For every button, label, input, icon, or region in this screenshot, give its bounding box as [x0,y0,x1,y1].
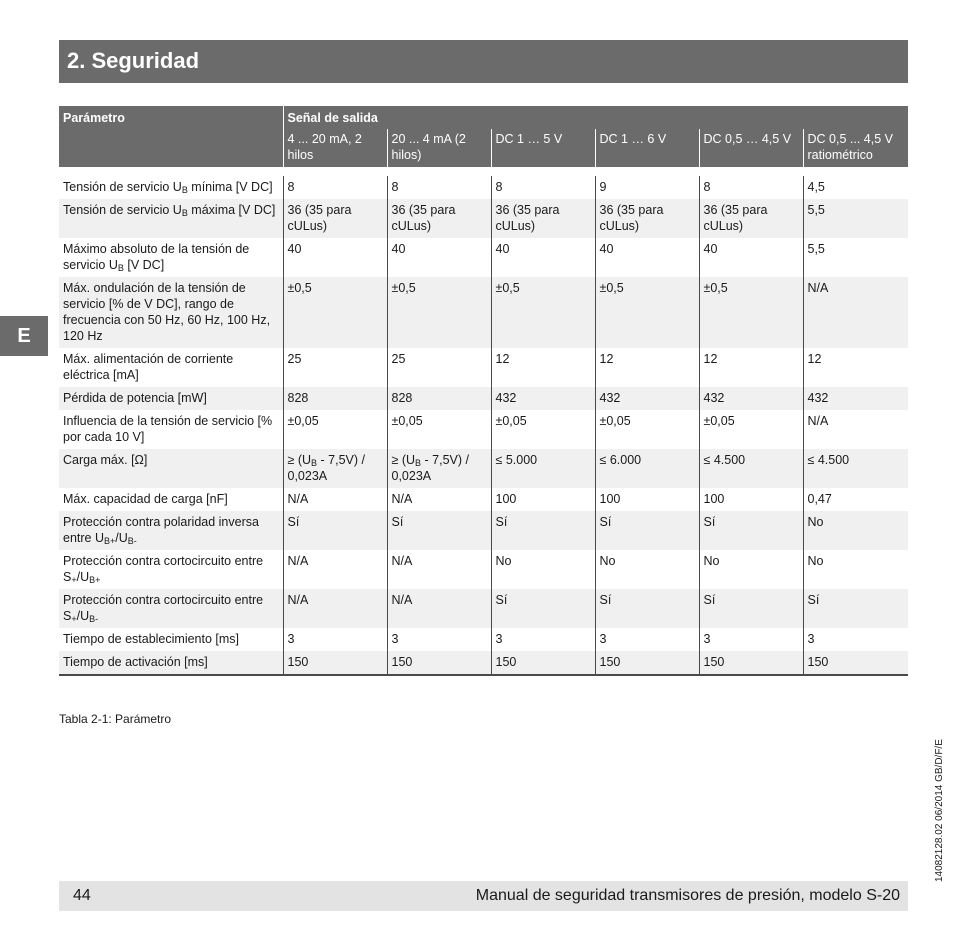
row-value: 36 (35 para cULus) [699,199,803,238]
row-value: 25 [387,348,491,387]
row-value: Sí [387,511,491,550]
row-value: 40 [387,238,491,277]
row-value: ±0,5 [387,277,491,348]
table-row [59,410,908,449]
row-value: ±0,05 [387,410,491,449]
row-value: 40 [491,238,595,277]
row-value: ±0,05 [283,410,387,449]
row-value: 12 [803,348,908,387]
row-value: Sí [283,511,387,550]
row-value: ±0,5 [595,277,699,348]
table-row [59,199,908,238]
table-row [59,387,908,410]
row-label: Pérdida de potencia [mW] [59,387,283,410]
row-value: 150 [699,651,803,675]
row-value: No [595,550,699,589]
row-label: Tensión de servicio $U_B$ mínima [V DC] [59,176,283,199]
column-header: 4 ... 20 mA, 2 hilos [283,129,387,167]
header-empty [59,129,283,167]
row-value: 12 [699,348,803,387]
row-value: 100 [699,488,803,511]
table-row [59,277,908,348]
row-value: No [803,550,908,589]
row-value: Sí [699,589,803,628]
row-value: 432 [595,387,699,410]
row-value: ≤ 6.000 [595,449,699,488]
row-value: Sí [595,511,699,550]
row-label: Tensión de servicio $U_B$ máxima [V DC] [59,199,283,238]
row-value: No [699,550,803,589]
row-value: No [803,511,908,550]
row-value: 40 [283,238,387,277]
table-caption: Tabla 2-1: Parámetro [59,712,172,726]
row-value: 828 [387,387,491,410]
column-header: DC 0,5 … 4,5 V [699,129,803,167]
row-value: N/A [283,589,387,628]
row-value: ≤ 4.500 [699,449,803,488]
row-label: Protección contra cortocircuito entre $S_+/U_{B+}$ [59,550,283,589]
column-header: 20 ... 4 mA (2 hilos) [387,129,491,167]
row-value: Sí [491,511,595,550]
page-number: 44 [73,887,91,904]
row-label: Carga máx. [Ω] [59,449,283,488]
row-value: ±0,5 [699,277,803,348]
row-value: N/A [283,488,387,511]
row-value: Sí [803,589,908,628]
row-value: 150 [803,651,908,675]
row-value: 8 [387,176,491,199]
language-tab: E [0,316,48,356]
row-value: 5,5 [803,238,908,277]
row-value: 3 [699,628,803,651]
row-label: Máx. capacidad de carga [nF] [59,488,283,511]
row-value: 3 [283,628,387,651]
row-value: 8 [283,176,387,199]
table-row [59,511,908,550]
row-value: 36 (35 para cULus) [595,199,699,238]
row-value: No [491,550,595,589]
document-number: 14082128.02 06/2014 GB/D/F/E [934,739,945,882]
row-value: 12 [595,348,699,387]
row-value: 150 [283,651,387,675]
row-value: 36 (35 para cULus) [387,199,491,238]
row-value: 40 [699,238,803,277]
row-value: 150 [387,651,491,675]
row-value: N/A [283,550,387,589]
row-value: 12 [491,348,595,387]
row-value: ≤ 4.500 [803,449,908,488]
column-header: DC 0,5 ... 4,5 V ratiométrico [803,129,908,167]
row-value: Sí [595,589,699,628]
row-value: 100 [595,488,699,511]
row-value: ≤ 5.000 [491,449,595,488]
table-row [59,176,908,199]
row-value: 3 [595,628,699,651]
row-value: 3 [803,628,908,651]
table-subheader-row [59,129,908,167]
parameter-table [59,106,908,676]
row-value: N/A [387,589,491,628]
row-value: 432 [699,387,803,410]
table-body [59,176,908,675]
row-value: N/A [803,410,908,449]
row-value: 36 (35 para cULus) [283,199,387,238]
table-row [59,238,908,277]
row-label: Máximo absoluto de la tensión de servicio $U_B$ [V DC] [59,238,283,277]
row-value: 36 (35 para cULus) [491,199,595,238]
row-value: 432 [803,387,908,410]
row-value: 100 [491,488,595,511]
row-value: 9 [595,176,699,199]
row-value: Sí [491,589,595,628]
page-footer [59,881,908,911]
row-value: 0,47 [803,488,908,511]
table-row [59,488,908,511]
row-label: Tiempo de activación [ms] [59,651,283,675]
row-value: ≥ $(U_B - 7,5V) / 0,023A$ [283,449,387,488]
manual-title: Manual de seguridad transmisores de presión, modelo S-20 [475,887,900,904]
row-label: Máx. ondulación de la tensión de servicio [% de V DC], rango de frecuencia con 50 Hz, 60 Hz, 100 Hz, 120 Hz [59,277,283,348]
row-label: Máx. alimentación de corriente eléctrica [mA] [59,348,283,387]
row-value: 3 [491,628,595,651]
row-value: 150 [491,651,595,675]
column-header: DC 1 … 5 V [491,129,595,167]
row-value: 25 [283,348,387,387]
row-value: Sí [699,511,803,550]
row-label: Tiempo de establecimiento [ms] [59,628,283,651]
row-value: 40 [595,238,699,277]
header-parameter: Parámetro [59,106,283,129]
table-row [59,348,908,387]
row-value: ±0,05 [699,410,803,449]
row-value: 8 [699,176,803,199]
section-title: 2. Seguridad [59,40,908,83]
row-value: 5,5 [803,199,908,238]
row-label: Protección contra polaridad inversa entre $U_{B+}/U_{B-}$ [59,511,283,550]
row-value: N/A [387,550,491,589]
row-value: 4,5 [803,176,908,199]
row-label: Protección contra cortocircuito entre $S_+/U_{B-}$ [59,589,283,628]
table-row [59,550,908,589]
row-value: 828 [283,387,387,410]
row-value: ±0,5 [491,277,595,348]
row-value: ±0,05 [491,410,595,449]
header-output-signal: Señal de salida [283,106,908,129]
row-value: N/A [803,277,908,348]
row-value: 3 [387,628,491,651]
row-value: ≥ $(U_B - 7,5V) / 0,023A$ [387,449,491,488]
table-row [59,628,908,651]
row-value: 150 [595,651,699,675]
table-row [59,651,908,675]
row-value: 432 [491,387,595,410]
row-value: ±0,05 [595,410,699,449]
table-row [59,589,908,628]
table-row [59,449,908,488]
row-value: ±0,5 [283,277,387,348]
row-value: N/A [387,488,491,511]
table-header-row [59,106,908,129]
row-label: Influencia de la tensión de servicio [% por cada 10 V] [59,410,283,449]
row-value: 8 [491,176,595,199]
column-header: DC 1 … 6 V [595,129,699,167]
